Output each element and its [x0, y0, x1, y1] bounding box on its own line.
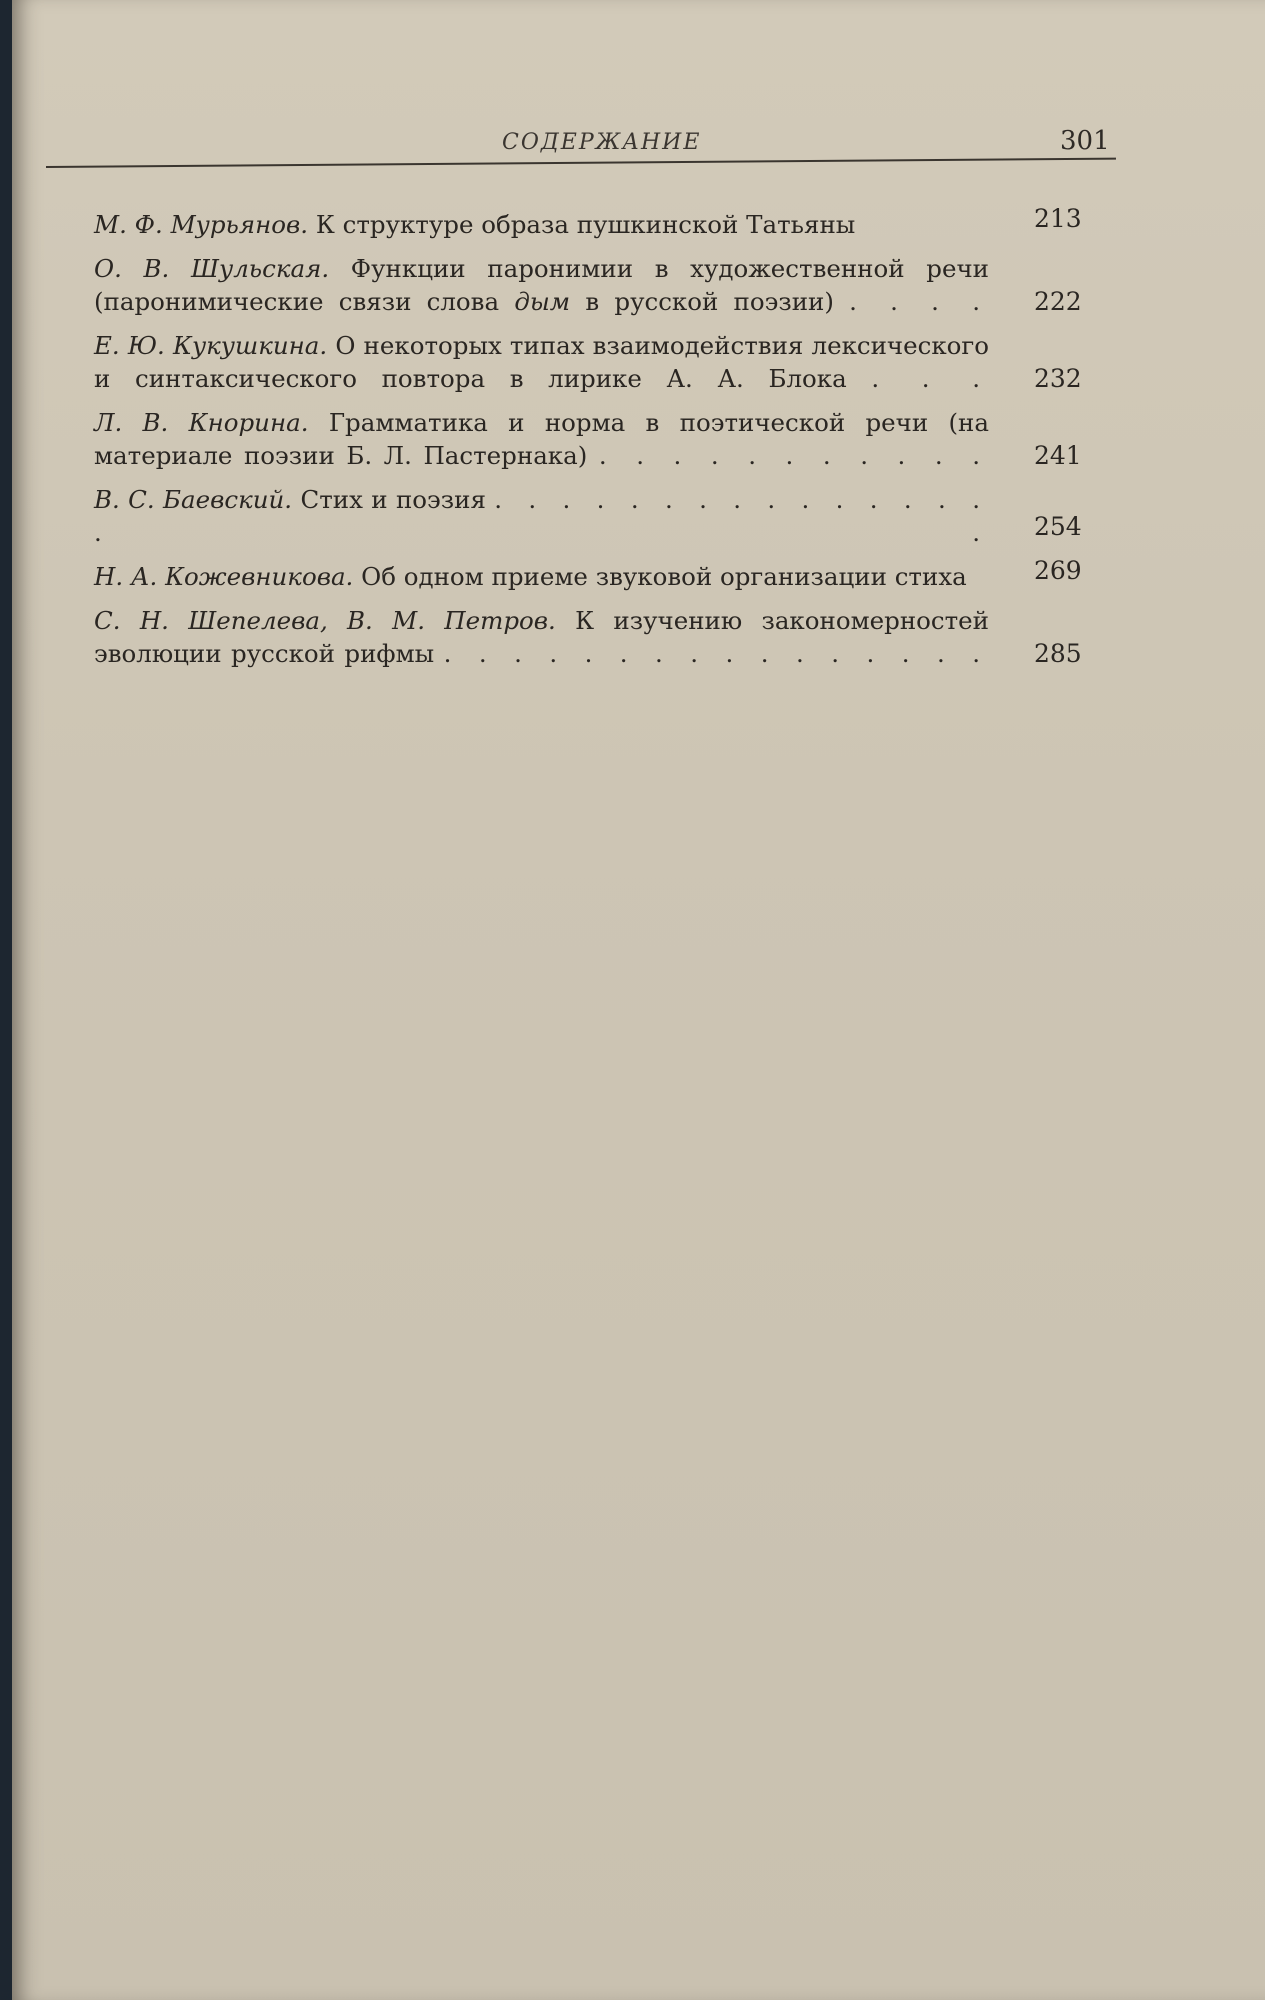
toc-author: В. С. Баевский. [94, 485, 293, 514]
toc-leader-dots: . . . . [849, 287, 989, 316]
toc-author: М. Ф. Мурьянов. [94, 210, 309, 239]
toc-entry [94, 329, 1084, 395]
toc-leader-dots: . . . [871, 364, 989, 393]
toc-entry-text [94, 604, 989, 670]
book-page [12, 0, 1265, 2000]
toc-title-rest: в русской поэзии) [585, 287, 834, 316]
toc-entry-text [94, 406, 989, 472]
toc-author: Н. А. Кожевникова. [94, 562, 354, 591]
toc-title: Грамматика и норма в поэтической речи (на материале поэзии Б. Л. Пастернака) [94, 408, 989, 470]
toc-title: К изучению закономерностей эволюции русской рифмы [94, 606, 989, 668]
toc-title: Функции паронимии в художественной речи (паронимические связи слова [94, 254, 989, 316]
toc-entry [94, 252, 1084, 318]
toc-author: Л. В. Кнорина. [94, 408, 309, 437]
toc-title: Об одном приеме звуковой организации стиха [361, 562, 967, 591]
toc-entry-text [94, 329, 989, 395]
page-number: 301 [1060, 126, 1110, 156]
toc-entry [94, 406, 1084, 472]
toc-entry [94, 604, 1084, 670]
toc-entry-text [94, 483, 989, 549]
toc-title-italic-word: дым [514, 287, 571, 316]
toc-entry-text [94, 208, 989, 241]
toc-title: О некоторых типах взаимодействия лексического и синтаксического повтора в лирике А. А. Блока [94, 331, 989, 393]
toc-page-number: 222 [1034, 287, 1082, 316]
toc-title: К структуре образа пушкинской Татьяны [315, 210, 856, 239]
toc-page-number: 241 [1034, 441, 1082, 470]
toc-page-number: 254 [1034, 512, 1082, 541]
table-of-contents [94, 204, 1084, 681]
header-rule [46, 158, 1116, 168]
toc-entry [94, 483, 1084, 549]
toc-author: О. В. Шульская. [94, 254, 330, 283]
toc-page-number: 213 [1034, 204, 1082, 233]
toc-entry [94, 204, 1084, 241]
toc-title: Стих и поэзия [300, 485, 486, 514]
toc-entry-text [94, 252, 989, 318]
toc-leader-dots: . . . . . . . . . . . . . . . . . [94, 485, 989, 547]
running-title: СОДЕРЖАНИЕ [502, 130, 702, 155]
toc-page-number: 285 [1034, 639, 1082, 668]
toc-page-number: 269 [1034, 556, 1082, 585]
toc-author: С. Н. Шепелева, В. М. Петров. [94, 606, 556, 635]
toc-leader-dots: . . . . . . . . . . . [598, 441, 990, 470]
toc-page-number: 232 [1034, 364, 1082, 393]
toc-leader-dots: . . . . . . . . . . . . . . . . [443, 639, 989, 668]
toc-author: Е. Ю. Кукушкина. [94, 331, 328, 360]
toc-entry [94, 556, 1084, 593]
toc-entry-text [94, 560, 989, 593]
